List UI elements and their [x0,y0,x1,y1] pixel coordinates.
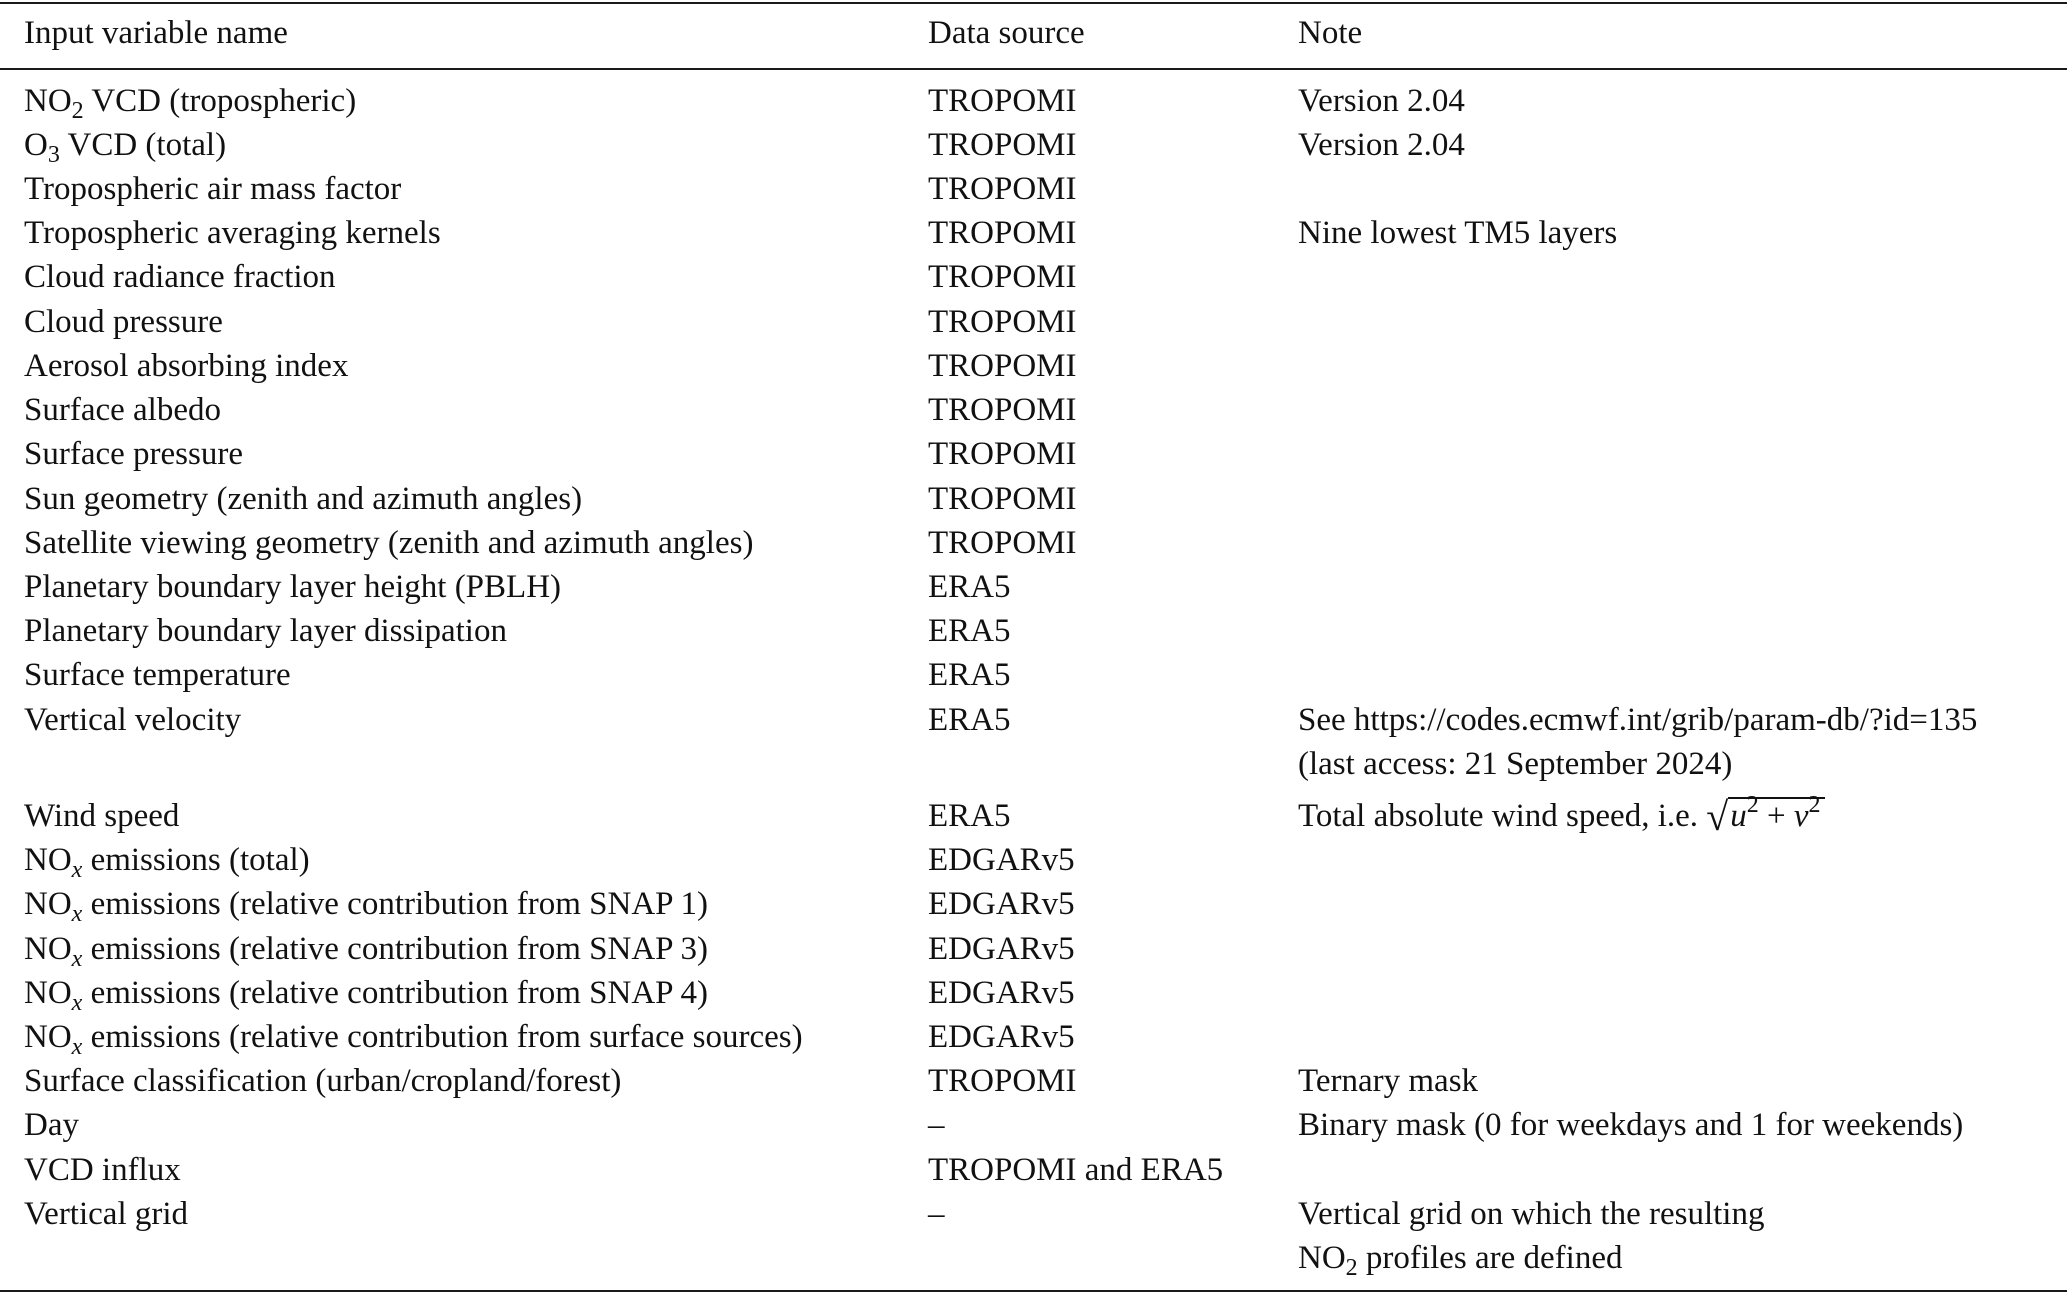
row-10-variable-name: Satellite viewing geometry (zenith and azimuth angles) [24,525,754,561]
row-2-variable-name: Tropospheric air mass factor [24,171,402,207]
row-5-data-source: TROPOMI [928,304,1077,340]
row-6-variable-name: Aerosol absorbing index [24,348,349,384]
row-18-data-source: EDGARv5 [928,931,1075,967]
name-subscript: x [71,946,83,972]
row-17-data-source: EDGARv5 [928,886,1075,922]
name-subscript: x [71,990,83,1016]
name-text: emissions (relative contribution from surface sources) [82,1019,803,1055]
row-22-note: Binary mask (0 for weekdays and 1 for weekends) [1298,1107,1964,1143]
row-8-variable-name: Surface pressure [24,436,243,472]
table-top-rule [0,2,2067,4]
row-14-data-source: ERA5 [928,702,1011,738]
row-4-variable-name: Cloud radiance fraction [24,259,336,295]
row-15-note [1298,794,1825,838]
name-text: NO [24,931,72,967]
row-21-data-source: TROPOMI [928,1063,1077,1099]
row-24-note-continued [1298,1236,1622,1280]
row-3-data-source: TROPOMI [928,215,1077,251]
row-13-variable-name: Surface temperature [24,657,291,693]
row-12-data-source: ERA5 [928,613,1011,649]
row-12-variable-name: Planetary boundary layer dissipation [24,613,507,649]
name-text: NO [24,1019,72,1055]
row-18-variable-name [24,927,708,971]
row-10-data-source: TROPOMI [928,525,1077,561]
row-5-variable-name: Cloud pressure [24,304,223,340]
row-9-variable-name: Sun geometry (zenith and azimuth angles) [24,481,583,517]
row-6-data-source: TROPOMI [928,348,1077,384]
name-subscript: x [71,901,83,927]
note-text: profiles are defined [1357,1240,1623,1276]
math-exponent: 2 [1808,792,1821,818]
row-22-data-source: – [928,1107,945,1143]
row-2-data-source: TROPOMI [928,171,1077,207]
row-0-note: Version 2.04 [1298,83,1465,119]
name-subscript: x [71,1034,83,1060]
row-0-data-source: TROPOMI [928,83,1077,119]
row-15-data-source: ERA5 [928,798,1011,834]
name-text: O [24,127,48,163]
row-21-note: Ternary mask [1298,1063,1479,1099]
row-21-variable-name: Surface classification (urban/cropland/forest) [24,1063,622,1099]
name-subscript: 2 [71,98,84,124]
name-text: NO [24,83,72,119]
name-text: VCD (total) [59,127,227,163]
math-plus: + [1758,798,1794,834]
row-16-data-source: EDGARv5 [928,842,1075,878]
math-exponent: 2 [1746,792,1759,818]
name-text: NO [24,975,72,1011]
row-24-note: Vertical grid on which the resulting [1298,1196,1765,1232]
name-text: emissions (relative contribution from SNAP 3) [82,931,709,967]
name-text: emissions (relative contribution from SNAP 4) [82,975,709,1011]
table-header-rule [0,68,2067,70]
note-text: Total absolute wind speed, i.e. [1298,798,1707,834]
row-1-data-source: TROPOMI [928,127,1077,163]
row-20-variable-name [24,1015,803,1059]
math-u: u [1730,798,1747,834]
row-8-data-source: TROPOMI [928,436,1077,472]
row-1-note: Version 2.04 [1298,127,1465,163]
row-14-variable-name: Vertical velocity [24,702,242,738]
row-20-data-source: EDGARv5 [928,1019,1075,1055]
row-22-variable-name: Day [24,1107,79,1143]
note-subscript: 2 [1345,1255,1358,1281]
row-19-variable-name [24,971,708,1015]
name-text: NO [24,842,72,878]
name-text: VCD (tropospheric) [83,83,357,119]
row-17-variable-name [24,882,708,926]
row-15-variable-name: Wind speed [24,798,180,834]
name-text: NO [24,886,72,922]
name-text: emissions (relative contribution from SNAP 1) [82,886,709,922]
row-13-data-source: ERA5 [928,657,1011,693]
row-14-note: See https://codes.ecmwf.int/grib/param-db/?id=135 [1298,702,1978,738]
header-data-source: Data source [928,15,1085,51]
header-input-variable-name: Input variable name [24,15,288,51]
row-4-data-source: TROPOMI [928,259,1077,295]
sqrt-radical-icon: √ [1706,794,1729,839]
row-23-data-source: TROPOMI and ERA5 [928,1152,1224,1188]
header-note: Note [1298,15,1363,51]
row-24-variable-name: Vertical grid [24,1196,189,1232]
sqrt-expression [1706,794,1824,838]
name-subscript: 3 [47,142,60,168]
sqrt-radicand [1728,792,1824,834]
row-3-note: Nine lowest TM5 layers [1298,215,1618,251]
row-7-data-source: TROPOMI [928,392,1077,428]
row-19-data-source: EDGARv5 [928,975,1075,1011]
row-7-variable-name: Surface albedo [24,392,221,428]
row-23-variable-name: VCD influx [24,1152,181,1188]
row-0-variable-name [24,79,356,123]
row-11-variable-name: Planetary boundary layer height (PBLH) [24,569,562,605]
row-24-data-source: – [928,1196,945,1232]
row-3-variable-name: Tropospheric averaging kernels [24,215,441,251]
row-9-data-source: TROPOMI [928,481,1077,517]
row-14-note-continued: (last access: 21 September 2024) [1298,746,1733,782]
name-subscript: x [71,857,83,883]
table-bottom-rule [0,1290,2067,1292]
name-text: emissions (total) [82,842,310,878]
row-11-data-source: ERA5 [928,569,1011,605]
row-16-variable-name [24,838,310,882]
note-text: NO [1298,1240,1346,1276]
math-v: v [1793,798,1809,834]
row-1-variable-name [24,123,226,167]
